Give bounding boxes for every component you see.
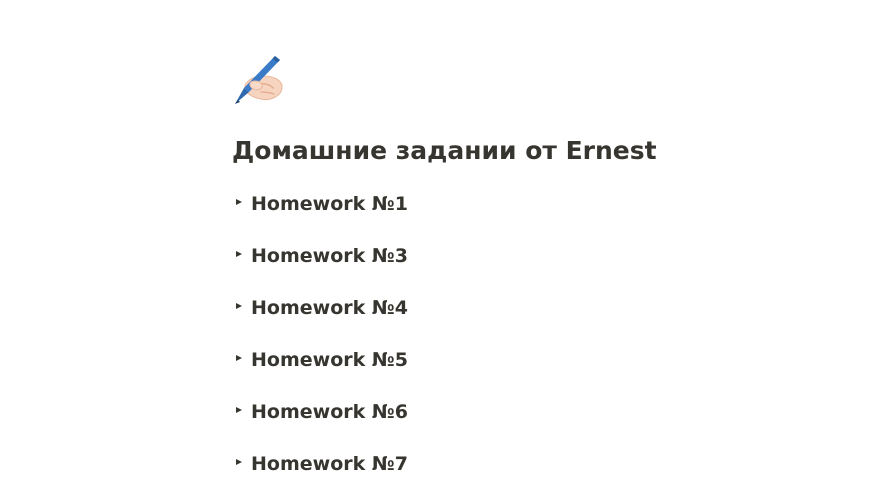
toggle-homework-1[interactable] [232,188,408,220]
toggle-arrow-icon[interactable] [236,407,242,413]
toggle-homework-6[interactable] [232,396,408,428]
writing-hand-icon[interactable] [231,54,285,106]
toggle-homework-3[interactable] [232,240,408,272]
toggle-homework-4[interactable] [232,292,408,324]
toggle-arrow-icon[interactable] [236,199,242,205]
toggle-arrow-icon[interactable] [236,251,242,257]
toggle-label[interactable]: Homework №4 [251,297,408,319]
toggle-arrow-icon[interactable] [236,459,242,465]
toggle-label[interactable]: Homework №3 [251,245,408,267]
toggle-list [232,188,408,478]
page-title[interactable]: Домашние задании от Ernest [232,136,657,165]
toggle-label[interactable]: Homework №1 [251,193,408,215]
toggle-arrow-icon[interactable] [236,355,242,361]
toggle-label[interactable]: Homework №6 [251,401,408,423]
toggle-arrow-icon[interactable] [236,303,242,309]
toggle-label[interactable]: Homework №5 [251,349,408,371]
toggle-homework-7[interactable] [232,448,408,478]
toggle-homework-5[interactable] [232,344,408,376]
toggle-label[interactable]: Homework №7 [251,453,408,475]
